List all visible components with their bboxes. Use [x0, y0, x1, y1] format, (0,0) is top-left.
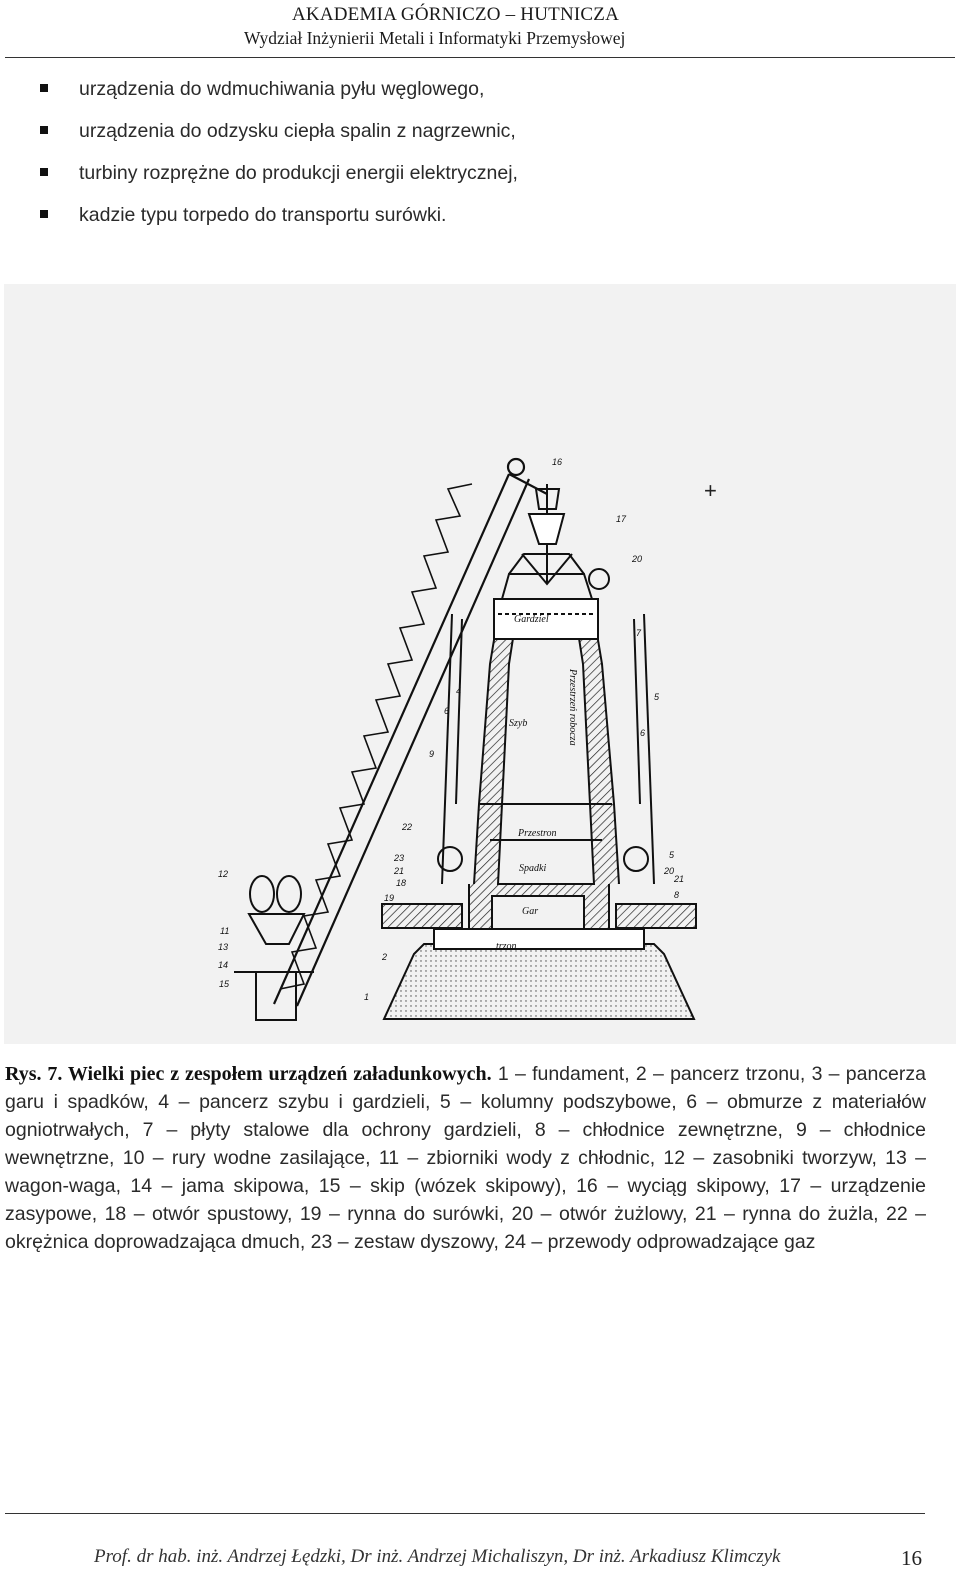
- list-item-text: kadzie typu torpedo do transportu surówki.: [79, 204, 447, 226]
- page-number: 16: [901, 1546, 922, 1570]
- label-gar: Gar: [522, 906, 539, 917]
- blast-furnace-drawing: [4, 284, 956, 1044]
- label-vertical: Przestrzeń robocza: [567, 669, 578, 746]
- caption-text: 1 – fundament, 2 – pancerz trzonu, 3 – pancerza garu i spadków, 4 – pancerz szybu i gardzieli, 5 – kolumny podszybowe, 6 – obmurze z materiałów ogniotrwałych, 7 – płyty stalowe dla ochrony gardzieli, 8 – chłodnice zewnętrzne, 9 – chłodnice wewnętrzne, 10 – rury wodne zasilające, 11 – zbiorniki wody z chłodnic, 12 – zasobniki tworzyw, 13 – wagon-waga, 14 – jama skipowa, 15 – skip (wózek skipowy), 16 – wyciąg skipowy, 17 – urządzenie zasypowe, 18 – otwór spustowy, 19 – rynna do surówki, 20 – otwór żużlowy, 21 – rynna do żużla, 22 – okrężnica doprowadzająca dmuch, 23 – zestaw dyszowy, 24 – przewody odprowadzające gaz: [5, 1063, 926, 1253]
- callout-number: 1: [364, 992, 370, 1002]
- furnace-body: [474, 599, 619, 884]
- list-item: [40, 116, 518, 158]
- callout-number: 19: [384, 893, 395, 903]
- institution-name: AKADEMIA GÓRNICZO – HUTNICZA: [292, 4, 619, 25]
- page-footer: [0, 1510, 960, 1575]
- callout-number: 21: [674, 874, 685, 884]
- callout-number: 6: [444, 706, 450, 716]
- callout-number: 18: [396, 878, 407, 888]
- bullet-square-icon: [40, 84, 48, 92]
- callout-number: 20: [664, 866, 675, 876]
- list-item: [40, 158, 518, 200]
- callout-number: 15: [219, 979, 230, 989]
- callout-number: 23: [394, 853, 405, 863]
- callout-number: 11: [220, 926, 230, 936]
- list-item: [40, 200, 518, 242]
- bullet-square-icon: [40, 210, 48, 218]
- list-item: [40, 74, 518, 116]
- footer-rule: [5, 1513, 925, 1514]
- callout-number: 16: [552, 457, 563, 467]
- callout-number: 4: [456, 686, 462, 696]
- label-szyb: Szyb: [509, 718, 528, 729]
- label-gardziel: Gardziel: [514, 614, 549, 625]
- label-przestron: Przestron: [518, 828, 557, 839]
- department-name: Wydział Inżynierii Metali i Informatyki Przemysłowej: [244, 28, 626, 48]
- list-item-text: turbiny rozprężne do produkcji energii elektrycznej,: [79, 162, 518, 184]
- label-spadki: Spadki: [519, 863, 547, 874]
- registration-mark-icon: +: [704, 478, 717, 503]
- bullet-square-icon: [40, 126, 48, 134]
- header-rule: [5, 57, 955, 58]
- callout-number: 12: [218, 869, 229, 879]
- list-item-text: urządzenia do odzysku ciepła spalin z nagrzewnic,: [79, 120, 516, 142]
- bullet-square-icon: [40, 168, 48, 176]
- footer-authors: Prof. dr hab. inż. Andrzej Łędzki, Dr inż. Andrzej Michaliszyn, Dr inż. Arkadiusz Klimczyk: [94, 1546, 781, 1567]
- callout-number: 5: [669, 850, 675, 860]
- blast-furnace-figure: [4, 284, 956, 1044]
- label-trzon: trzon: [496, 941, 517, 952]
- callout-number: 2: [382, 952, 388, 962]
- list-item-text: urządzenia do wdmuchiwania pyłu węglowego,: [79, 78, 485, 100]
- page-header: [0, 4, 960, 58]
- callout-number: 9: [429, 749, 435, 759]
- equipment-list: [40, 74, 518, 242]
- callout-number: 7: [636, 628, 642, 638]
- callout-number: 20: [632, 554, 643, 564]
- caption-lead: Rys. 7. Wielki piec z zespołem urządzeń załadunkowych.: [5, 1063, 492, 1085]
- callout-number: 21: [394, 866, 405, 876]
- figure-caption: [5, 1060, 926, 1256]
- callout-number: 13: [218, 942, 229, 952]
- callout-number: 14: [218, 960, 229, 970]
- callout-number: 6: [640, 728, 646, 738]
- callout-number: 22: [402, 822, 413, 832]
- foundation: [384, 944, 694, 1019]
- callout-number: 5: [654, 692, 660, 702]
- callout-number: 17: [616, 514, 627, 524]
- callout-number: 8: [674, 890, 680, 900]
